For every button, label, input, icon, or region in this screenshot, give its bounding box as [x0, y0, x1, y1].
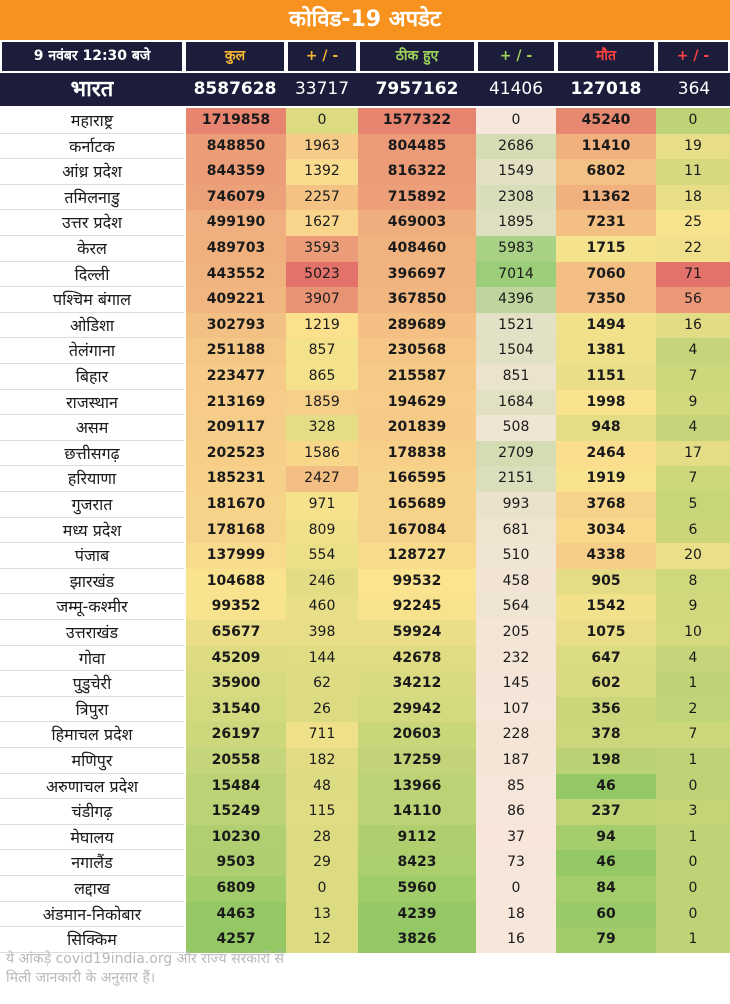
- recovered-change-cell: 1895: [476, 210, 556, 236]
- total-change-cell: 29: [286, 850, 358, 876]
- table-row: [0, 646, 730, 672]
- total-cases-cell: 185231: [186, 466, 286, 492]
- total-cases-cell: 443552: [186, 262, 286, 288]
- total-change-cell: 62: [286, 671, 358, 697]
- recovered-cell: 20603: [358, 722, 476, 748]
- deaths-cell: 94: [556, 825, 656, 851]
- deaths-change-cell: 0: [656, 850, 730, 876]
- total-cases-cell: 1719858: [186, 108, 286, 134]
- recovered-cell: 29942: [358, 697, 476, 723]
- recovered-change-cell: 18: [476, 902, 556, 928]
- deaths-cell: 1075: [556, 620, 656, 646]
- total-cases-cell: 489703: [186, 236, 286, 262]
- total-cases-cell: 15484: [186, 774, 286, 800]
- recovered-change-cell: 681: [476, 518, 556, 544]
- recovered-cell: 816322: [358, 159, 476, 185]
- deaths-change-cell: 1: [656, 927, 730, 953]
- table-row: [0, 671, 730, 697]
- total-change-cell: 2257: [286, 185, 358, 211]
- deaths-change-cell: 5: [656, 492, 730, 518]
- recovered-change-cell: 0: [476, 108, 556, 134]
- recovered-cell: 17259: [358, 748, 476, 774]
- deaths-change-header: + / -: [658, 42, 728, 71]
- deaths-cell: 4338: [556, 543, 656, 569]
- table-row: [0, 927, 730, 953]
- total-change-cell: 115: [286, 799, 358, 825]
- table-header: [0, 40, 730, 73]
- table-row: [0, 466, 730, 492]
- recovered-cell: 408460: [358, 236, 476, 262]
- deaths-cell: 905: [556, 569, 656, 595]
- total-change-cell: 1859: [286, 390, 358, 416]
- state-name: पंजाब: [0, 543, 184, 569]
- deaths-cell: 60: [556, 902, 656, 928]
- total-cases-cell: 302793: [186, 313, 286, 339]
- deaths-value: 127018: [570, 79, 642, 99]
- state-name: चंडीगढ़: [0, 799, 184, 825]
- recovered-cell: 99532: [358, 569, 476, 595]
- recovered-cell: 5960: [358, 876, 476, 902]
- recovered-cell: 4239: [358, 902, 476, 928]
- total-change-cell: 865: [286, 364, 358, 390]
- total-cases-cell: 20558: [186, 748, 286, 774]
- deaths-cell: 3034: [556, 518, 656, 544]
- total-cases-cell: 26197: [186, 722, 286, 748]
- recovered-cell: 804485: [358, 134, 476, 160]
- recovered-change-cell: 205: [476, 620, 556, 646]
- table-row: [0, 697, 730, 723]
- deaths-change-cell: 10: [656, 620, 730, 646]
- total-change-cell: 1627: [286, 210, 358, 236]
- deaths-cell: 46: [556, 774, 656, 800]
- recovered-cell: 8423: [358, 850, 476, 876]
- total-change-cell: 2427: [286, 466, 358, 492]
- total-change-cell: 1586: [286, 441, 358, 467]
- total-cases-cell: 6809: [186, 876, 286, 902]
- state-name: मध्य प्रदेश: [0, 518, 184, 544]
- table-row: [0, 390, 730, 416]
- recovered-cell: 1577322: [358, 108, 476, 134]
- total-change-cell: 971: [286, 492, 358, 518]
- table-row: [0, 722, 730, 748]
- total-cases-cell: 104688: [186, 569, 286, 595]
- state-name: केरल: [0, 236, 184, 262]
- state-name: हिमाचल प्रदेश: [0, 722, 184, 748]
- total-change-cell: 328: [286, 415, 358, 441]
- deaths-change-cell: 1: [656, 825, 730, 851]
- deaths-change-cell: 0: [656, 774, 730, 800]
- state-name: मणिपुर: [0, 748, 184, 774]
- recovered-change-cell: 7014: [476, 262, 556, 288]
- deaths-cell: 1998: [556, 390, 656, 416]
- table-row: [0, 799, 730, 825]
- table-row: [0, 594, 730, 620]
- recovered-cell: 201839: [358, 415, 476, 441]
- table-row: [0, 902, 730, 928]
- total-cases-cell: 223477: [186, 364, 286, 390]
- recovered-change-cell: 0: [476, 876, 556, 902]
- total-cases-cell: 45209: [186, 646, 286, 672]
- recovered-change-cell: 73: [476, 850, 556, 876]
- total-cases-cell: 99352: [186, 594, 286, 620]
- table-row: [0, 825, 730, 851]
- state-name: नगालैंड: [0, 850, 184, 876]
- deaths-change-cell: 1: [656, 671, 730, 697]
- recovered-cell: 92245: [358, 594, 476, 620]
- deaths-change-cell: 7: [656, 364, 730, 390]
- deaths-cell: 45240: [556, 108, 656, 134]
- recovered-change-cell: 458: [476, 569, 556, 595]
- recovered-change-header: + / -: [478, 42, 554, 71]
- total-cases-cell: 844359: [186, 159, 286, 185]
- recovered-cell: 165689: [358, 492, 476, 518]
- total-change-cell: 5023: [286, 262, 358, 288]
- recovered-cell: 3826: [358, 927, 476, 953]
- deaths-cell: 7060: [556, 262, 656, 288]
- deaths-change-cell: 18: [656, 185, 730, 211]
- recovered-cell: 396697: [358, 262, 476, 288]
- recovered-change-cell: 37: [476, 825, 556, 851]
- total-change-cell: 26: [286, 697, 358, 723]
- recovered-cell: 469003: [358, 210, 476, 236]
- total-change-cell: 182: [286, 748, 358, 774]
- total-cases-cell: 181670: [186, 492, 286, 518]
- table-row: [0, 338, 730, 364]
- recovered-cell: 289689: [358, 313, 476, 339]
- total-row: [0, 73, 730, 106]
- recovered-cell: 59924: [358, 620, 476, 646]
- deaths-header: मौत: [558, 42, 654, 71]
- deaths-change-cell: 71: [656, 262, 730, 288]
- recovered-change-cell: 1504: [476, 338, 556, 364]
- total-cases-cell: 213169: [186, 390, 286, 416]
- recovered-change-cell: 16: [476, 927, 556, 953]
- deaths-change-cell: 7: [656, 466, 730, 492]
- total-change-cell: 48: [286, 774, 358, 800]
- recovered-change-cell: 2308: [476, 185, 556, 211]
- total-change-cell: 0: [286, 108, 358, 134]
- source-note: [6, 950, 406, 988]
- recovered-cell: 194629: [358, 390, 476, 416]
- total-cases-value: 8587628: [193, 79, 277, 99]
- table-row: [0, 748, 730, 774]
- total-cases-cell: 209117: [186, 415, 286, 441]
- table-row: [0, 850, 730, 876]
- deaths-change-cell: 56: [656, 287, 730, 313]
- recovered-change-cell: 107: [476, 697, 556, 723]
- table-row: [0, 236, 730, 262]
- table-row: [0, 543, 730, 569]
- total-cases-cell: 746079: [186, 185, 286, 211]
- total-change-cell: 246: [286, 569, 358, 595]
- source-note-line-2: मिली जानकारी के अनुसार हैं।: [6, 970, 156, 986]
- total-cases-cell: 178168: [186, 518, 286, 544]
- table-row: [0, 313, 730, 339]
- deaths-cell: 948: [556, 415, 656, 441]
- state-name: कर्नाटक: [0, 134, 184, 160]
- state-name: हरियाणा: [0, 466, 184, 492]
- deaths-cell: 237: [556, 799, 656, 825]
- recovered-change-cell: 1521: [476, 313, 556, 339]
- state-name: अरुणाचल प्रदेश: [0, 774, 184, 800]
- recovered-cell: 367850: [358, 287, 476, 313]
- recovered-change-cell: 145: [476, 671, 556, 697]
- deaths-cell: 6802: [556, 159, 656, 185]
- state-name: अंडमान-निकोबार: [0, 902, 184, 928]
- recovered-change-cell: 85: [476, 774, 556, 800]
- table-row: [0, 134, 730, 160]
- state-name: गोवा: [0, 646, 184, 672]
- total-change-cell: 144: [286, 646, 358, 672]
- deaths-change-cell: 19: [656, 134, 730, 160]
- deaths-cell: 7350: [556, 287, 656, 313]
- state-name: तेलंगाना: [0, 338, 184, 364]
- total-change-cell: 857: [286, 338, 358, 364]
- table-row: [0, 364, 730, 390]
- deaths-cell: 1151: [556, 364, 656, 390]
- recovered-change-cell: 4396: [476, 287, 556, 313]
- deaths-change-cell: 7: [656, 722, 730, 748]
- total-cases-cell: 10230: [186, 825, 286, 851]
- recovered-cell: 230568: [358, 338, 476, 364]
- recovered-cell: 34212: [358, 671, 476, 697]
- total-cases-cell: 409221: [186, 287, 286, 313]
- total-change-header: + / -: [288, 42, 356, 71]
- recovered-cell: 167084: [358, 518, 476, 544]
- recovered-change-cell: 564: [476, 594, 556, 620]
- deaths-change-cell: 22: [656, 236, 730, 262]
- recovered-change-value: 41406: [488, 79, 544, 99]
- state-name: राजस्थान: [0, 390, 184, 416]
- table-row: [0, 287, 730, 313]
- deaths-cell: 2464: [556, 441, 656, 467]
- deaths-change-cell: 4: [656, 646, 730, 672]
- recovered-cell: 215587: [358, 364, 476, 390]
- deaths-cell: 1715: [556, 236, 656, 262]
- state-name: जम्मू-कश्मीर: [0, 594, 184, 620]
- deaths-change-cell: 9: [656, 390, 730, 416]
- total-cases-cell: 15249: [186, 799, 286, 825]
- recovered-change-cell: 2709: [476, 441, 556, 467]
- deaths-change-value: 364: [677, 79, 711, 99]
- deaths-change-cell: 6: [656, 518, 730, 544]
- recovered-cell: 166595: [358, 466, 476, 492]
- total-change-cell: 0: [286, 876, 358, 902]
- deaths-change-cell: 4: [656, 415, 730, 441]
- table-row: [0, 518, 730, 544]
- total-cases-cell: 9503: [186, 850, 286, 876]
- table-row: [0, 210, 730, 236]
- total-cases-cell: 4463: [186, 902, 286, 928]
- total-change-cell: 3593: [286, 236, 358, 262]
- recovered-cell: 715892: [358, 185, 476, 211]
- state-name: असम: [0, 415, 184, 441]
- deaths-change-cell: 11: [656, 159, 730, 185]
- recovered-change-cell: 187: [476, 748, 556, 774]
- table-row: [0, 159, 730, 185]
- total-change-value: 33717: [294, 79, 350, 99]
- deaths-cell: 1919: [556, 466, 656, 492]
- state-name: छत्तीसगढ़: [0, 441, 184, 467]
- deaths-change-cell: 1: [656, 748, 730, 774]
- deaths-cell: 7231: [556, 210, 656, 236]
- total-cases-cell: 251188: [186, 338, 286, 364]
- state-name: तमिलनाडु: [0, 185, 184, 211]
- table-row: [0, 492, 730, 518]
- recovered-change-cell: 993: [476, 492, 556, 518]
- state-name: मेघालय: [0, 825, 184, 851]
- recovered-cell: 128727: [358, 543, 476, 569]
- table-row: [0, 620, 730, 646]
- total-change-cell: 1392: [286, 159, 358, 185]
- deaths-cell: 3768: [556, 492, 656, 518]
- total-cases-cell: 35900: [186, 671, 286, 697]
- total-cases-header: कुल: [186, 42, 284, 71]
- recovered-cell: 9112: [358, 825, 476, 851]
- deaths-cell: 602: [556, 671, 656, 697]
- total-cases-cell: 137999: [186, 543, 286, 569]
- recovered-header: ठीक हुए: [360, 42, 474, 71]
- deaths-change-cell: 25: [656, 210, 730, 236]
- total-change-cell: 12: [286, 927, 358, 953]
- state-name: पश्चिम बंगाल: [0, 287, 184, 313]
- recovered-change-cell: 228: [476, 722, 556, 748]
- total-row-name: भारत: [70, 77, 114, 102]
- state-name: महाराष्ट्र: [0, 108, 184, 134]
- table-row: [0, 108, 730, 134]
- deaths-change-cell: 9: [656, 594, 730, 620]
- recovered-change-cell: 851: [476, 364, 556, 390]
- recovered-value: 7957162: [375, 79, 459, 99]
- state-name: झारखंड: [0, 569, 184, 595]
- deaths-change-cell: 2: [656, 697, 730, 723]
- recovered-change-cell: 5983: [476, 236, 556, 262]
- table-row: [0, 185, 730, 211]
- total-cases-cell: 202523: [186, 441, 286, 467]
- total-cases-cell: 4257: [186, 927, 286, 953]
- deaths-cell: 1381: [556, 338, 656, 364]
- total-change-cell: 460: [286, 594, 358, 620]
- total-cases-cell: 65677: [186, 620, 286, 646]
- total-change-cell: 1219: [286, 313, 358, 339]
- state-name: पुडुचेरी: [0, 671, 184, 697]
- recovered-cell: 42678: [358, 646, 476, 672]
- deaths-cell: 378: [556, 722, 656, 748]
- state-name: आंध्र प्रदेश: [0, 159, 184, 185]
- recovered-change-cell: 86: [476, 799, 556, 825]
- state-name: बिहार: [0, 364, 184, 390]
- state-name: उत्तर प्रदेश: [0, 210, 184, 236]
- deaths-change-cell: 17: [656, 441, 730, 467]
- state-name: उत्तराखंड: [0, 620, 184, 646]
- table-row: [0, 876, 730, 902]
- deaths-cell: 1542: [556, 594, 656, 620]
- table-row: [0, 262, 730, 288]
- deaths-change-cell: 8: [656, 569, 730, 595]
- deaths-cell: 647: [556, 646, 656, 672]
- total-cases-cell: 499190: [186, 210, 286, 236]
- deaths-cell: 356: [556, 697, 656, 723]
- state-name: लद्दाख: [0, 876, 184, 902]
- state-name: गुजरात: [0, 492, 184, 518]
- total-change-cell: 398: [286, 620, 358, 646]
- deaths-cell: 1494: [556, 313, 656, 339]
- total-change-cell: 711: [286, 722, 358, 748]
- source-note-line-1: ये आंकड़े covid19india.org और राज्य सरकारों से: [6, 951, 284, 967]
- table-row: [0, 774, 730, 800]
- deaths-cell: 84: [556, 876, 656, 902]
- recovered-cell: 13966: [358, 774, 476, 800]
- total-change-cell: 554: [286, 543, 358, 569]
- page-title: कोविड-19 अपडेट: [0, 0, 730, 40]
- deaths-cell: 198: [556, 748, 656, 774]
- total-change-cell: 809: [286, 518, 358, 544]
- recovered-change-cell: 508: [476, 415, 556, 441]
- deaths-cell: 11362: [556, 185, 656, 211]
- deaths-change-cell: 3: [656, 799, 730, 825]
- deaths-change-cell: 20: [656, 543, 730, 569]
- total-change-cell: 28: [286, 825, 358, 851]
- recovered-change-cell: 510: [476, 543, 556, 569]
- recovered-cell: 14110: [358, 799, 476, 825]
- total-cases-cell: 848850: [186, 134, 286, 160]
- state-name: दिल्ली: [0, 262, 184, 288]
- deaths-change-cell: 16: [656, 313, 730, 339]
- table-row: [0, 569, 730, 595]
- deaths-change-cell: 0: [656, 108, 730, 134]
- recovered-change-cell: 2686: [476, 134, 556, 160]
- state-name: ओडिशा: [0, 313, 184, 339]
- deaths-cell: 46: [556, 850, 656, 876]
- recovered-change-cell: 2151: [476, 466, 556, 492]
- table-row: [0, 441, 730, 467]
- table-row: [0, 415, 730, 441]
- deaths-change-cell: 4: [656, 338, 730, 364]
- total-change-cell: 1963: [286, 134, 358, 160]
- state-name: सिक्किम: [0, 927, 184, 953]
- total-change-cell: 13: [286, 902, 358, 928]
- recovered-cell: 178838: [358, 441, 476, 467]
- recovered-change-cell: 1549: [476, 159, 556, 185]
- deaths-change-cell: 0: [656, 902, 730, 928]
- deaths-cell: 79: [556, 927, 656, 953]
- recovered-change-cell: 232: [476, 646, 556, 672]
- total-change-cell: 3907: [286, 287, 358, 313]
- deaths-cell: 11410: [556, 134, 656, 160]
- recovered-change-cell: 1684: [476, 390, 556, 416]
- state-name: त्रिपुरा: [0, 697, 184, 723]
- deaths-change-cell: 0: [656, 876, 730, 902]
- total-cases-cell: 31540: [186, 697, 286, 723]
- date-header: 9 नवंबर 12:30 बजे: [2, 42, 182, 71]
